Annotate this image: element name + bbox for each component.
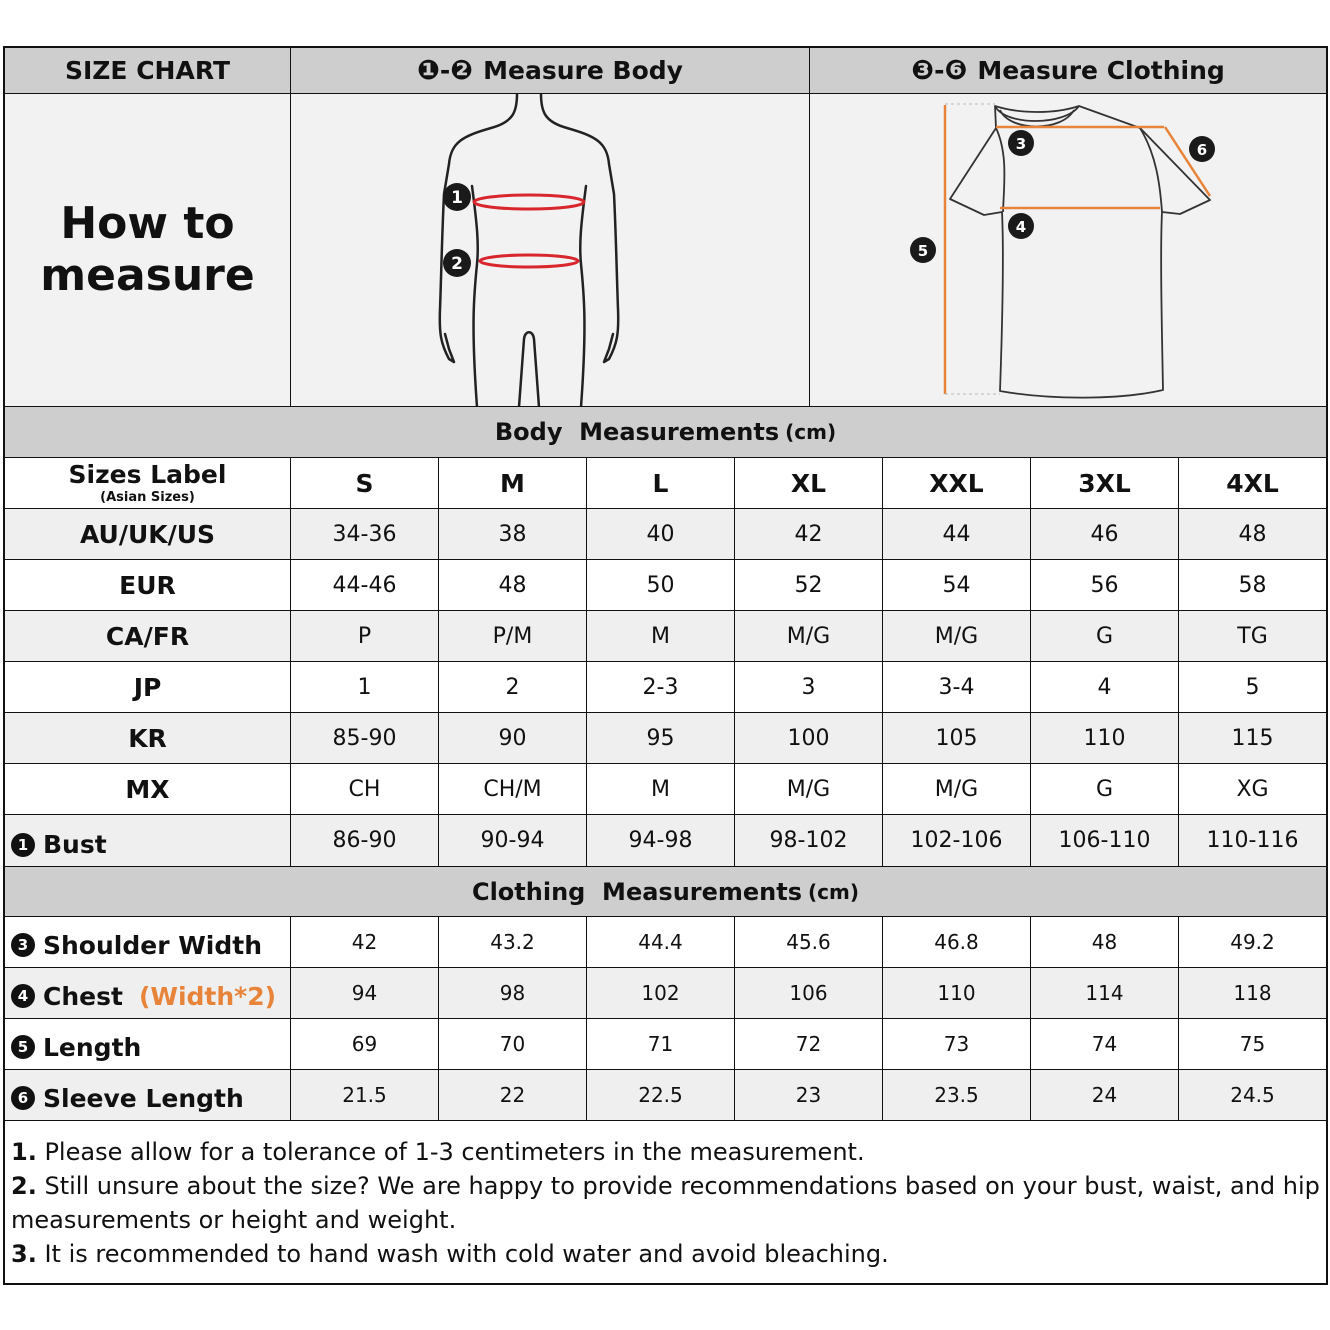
value: 94-98 bbox=[628, 828, 693, 853]
row-label: KR bbox=[128, 723, 167, 753]
body-value-cell bbox=[587, 611, 735, 662]
size-xl: XL bbox=[790, 468, 827, 498]
value: 106 bbox=[789, 981, 828, 1005]
clothing-value-cell bbox=[291, 917, 439, 968]
row-label: JP bbox=[133, 672, 162, 702]
size-m: M bbox=[500, 468, 525, 498]
clothing-value-cell bbox=[439, 1019, 587, 1070]
value: 46.8 bbox=[934, 930, 979, 954]
clothing-value-cell bbox=[439, 1070, 587, 1121]
body-value-cell bbox=[291, 713, 439, 764]
value: 73 bbox=[943, 1032, 970, 1056]
note-2: 2. Still unsure about the size? We are happy to provide recommendations based on your bust, waist, and hip measurements or height and weight. bbox=[11, 1172, 1320, 1234]
clothing-value-cell bbox=[883, 917, 1031, 968]
value: 3-4 bbox=[938, 674, 975, 700]
value: 102-106 bbox=[910, 828, 1003, 853]
notes bbox=[5, 1121, 1326, 1281]
chest-note: (Width*2) bbox=[138, 981, 277, 1011]
clothing-value-cell bbox=[735, 1070, 883, 1121]
body-value-cell bbox=[1031, 611, 1179, 662]
size-s: S bbox=[355, 468, 374, 498]
clothing-value-cell bbox=[735, 917, 883, 968]
clothing-value-cell bbox=[735, 1019, 883, 1070]
clothing-value-cell bbox=[1179, 1019, 1326, 1070]
body-value-cell bbox=[1179, 662, 1326, 713]
body-value-cell bbox=[291, 560, 439, 611]
size-column-header bbox=[1179, 458, 1326, 509]
value: 69 bbox=[351, 1032, 378, 1056]
body-value-cell bbox=[587, 764, 735, 815]
value: 72 bbox=[795, 1032, 822, 1056]
value: 1 bbox=[357, 674, 372, 700]
body-row-label bbox=[5, 815, 291, 866]
row-label: AU/UK/US bbox=[79, 519, 216, 549]
how-to-measure bbox=[5, 94, 291, 407]
clothing-value-cell bbox=[291, 1070, 439, 1121]
body-value-cell bbox=[1179, 713, 1326, 764]
row-label: Sleeve Length bbox=[43, 1083, 244, 1113]
row-label: EUR bbox=[119, 570, 176, 600]
body-value-cell bbox=[735, 815, 883, 866]
clothing-value-cell bbox=[1031, 1070, 1179, 1121]
value: 118 bbox=[1233, 981, 1272, 1005]
size-3xl: 3XL bbox=[1078, 468, 1131, 498]
marker-4-icon: 4 bbox=[11, 984, 35, 1008]
marker-5-icon: 5 bbox=[11, 1035, 35, 1059]
value: 70 bbox=[499, 1032, 526, 1056]
value: 2 bbox=[505, 674, 520, 700]
body-measurements-unit: (cm) bbox=[785, 420, 837, 444]
body-value-cell bbox=[291, 815, 439, 866]
clothing-value-cell bbox=[1179, 917, 1326, 968]
value: 71 bbox=[647, 1032, 674, 1056]
body-value-cell bbox=[1179, 611, 1326, 662]
clothing-value-cell bbox=[291, 1019, 439, 1070]
body-value-cell bbox=[439, 509, 587, 560]
body-marker-1 bbox=[443, 183, 471, 211]
body-measurements-header bbox=[5, 407, 1326, 458]
body-value-cell bbox=[587, 560, 735, 611]
value: 5 bbox=[1245, 674, 1260, 700]
how-to-line1: How to bbox=[60, 198, 235, 249]
size-column-header bbox=[587, 458, 735, 509]
value: 42 bbox=[351, 930, 378, 954]
value: 94 bbox=[351, 981, 378, 1005]
size-chart-title bbox=[5, 48, 291, 94]
clothing-row-label bbox=[5, 1019, 291, 1070]
value: CH bbox=[348, 776, 381, 802]
value: 23 bbox=[795, 1083, 822, 1107]
size-l: L bbox=[652, 468, 669, 498]
note-3: 3. It is recommended to hand wash with cold water and avoid bleaching. bbox=[11, 1240, 889, 1268]
measure-body-label: Measure Body bbox=[483, 56, 683, 85]
value: 58 bbox=[1238, 572, 1267, 598]
body-value-cell bbox=[735, 713, 883, 764]
body-value-cell bbox=[1031, 662, 1179, 713]
body-value-cell bbox=[587, 662, 735, 713]
body-value-cell bbox=[1031, 560, 1179, 611]
body-illustration bbox=[291, 94, 810, 407]
value: 43.2 bbox=[490, 930, 535, 954]
value: 115 bbox=[1231, 725, 1274, 751]
value: 98-102 bbox=[769, 828, 848, 853]
size-xxl: XXL bbox=[929, 468, 984, 498]
body-value-cell bbox=[1031, 764, 1179, 815]
measure-body-header bbox=[291, 48, 810, 94]
marker-6-icon: ❻ bbox=[944, 55, 968, 86]
value: M bbox=[651, 623, 670, 649]
row-label: CA/FR bbox=[105, 621, 190, 651]
body-value-cell bbox=[1179, 815, 1326, 866]
body-value-cell bbox=[1031, 815, 1179, 866]
clothing-illustration bbox=[810, 94, 1326, 407]
body-value-cell bbox=[291, 662, 439, 713]
clothing-value-cell bbox=[587, 968, 735, 1019]
body-marker-2 bbox=[443, 249, 471, 277]
clothing-value-cell bbox=[1179, 1070, 1326, 1121]
body-value-cell bbox=[735, 662, 883, 713]
row-label: Length bbox=[43, 1032, 142, 1062]
body-value-cell bbox=[291, 509, 439, 560]
value: 95 bbox=[646, 725, 675, 751]
marker-1-icon: 1 bbox=[11, 833, 35, 857]
svg-text:3: 3 bbox=[1015, 135, 1027, 153]
clothing-value-cell bbox=[1031, 917, 1179, 968]
how-to-line2: measure bbox=[40, 250, 255, 301]
clothing-value-cell bbox=[1179, 968, 1326, 1019]
value: M/G bbox=[934, 776, 979, 802]
clothing-value-cell bbox=[587, 1070, 735, 1121]
value: 110 bbox=[937, 981, 976, 1005]
value: 90-94 bbox=[480, 828, 545, 853]
value: 85-90 bbox=[332, 725, 397, 751]
clothing-marker-6 bbox=[1189, 136, 1215, 162]
body-value-cell bbox=[735, 560, 883, 611]
value: 24 bbox=[1091, 1083, 1118, 1107]
body-value-cell bbox=[1179, 560, 1326, 611]
value: 42 bbox=[794, 521, 823, 547]
value: 44.4 bbox=[638, 930, 683, 954]
value: P/M bbox=[492, 623, 533, 649]
value: M/G bbox=[786, 623, 831, 649]
value: 100 bbox=[787, 725, 830, 751]
value: CH/M bbox=[483, 776, 542, 802]
measure-clothing-label: Measure Clothing bbox=[977, 56, 1225, 85]
clothing-measurements-header bbox=[5, 866, 1326, 917]
size-column-header bbox=[439, 458, 587, 509]
size-column-header bbox=[883, 458, 1031, 509]
body-value-cell bbox=[1179, 509, 1326, 560]
value: G bbox=[1095, 776, 1114, 802]
value: 110 bbox=[1083, 725, 1126, 751]
clothing-row-label bbox=[5, 968, 291, 1019]
value: 114 bbox=[1085, 981, 1124, 1005]
value: 90 bbox=[498, 725, 527, 751]
tshirt-figure-icon bbox=[810, 94, 1326, 407]
value: 24.5 bbox=[1230, 1083, 1275, 1107]
value: 54 bbox=[942, 572, 971, 598]
body-value-cell bbox=[439, 815, 587, 866]
value: 86-90 bbox=[332, 828, 397, 853]
size-4xl: 4XL bbox=[1226, 468, 1279, 498]
size-column-header bbox=[1031, 458, 1179, 509]
svg-text:6: 6 bbox=[1196, 141, 1208, 159]
value: P bbox=[357, 623, 372, 649]
body-value-cell bbox=[883, 713, 1031, 764]
clothing-value-cell bbox=[883, 968, 1031, 1019]
value: 21.5 bbox=[342, 1083, 387, 1107]
value: 2-3 bbox=[642, 674, 679, 700]
sizes-label-cell bbox=[5, 458, 291, 509]
value: 102 bbox=[641, 981, 680, 1005]
clothing-marker-5 bbox=[910, 237, 936, 263]
size-chart-label: SIZE CHART bbox=[64, 56, 230, 85]
body-value-cell bbox=[439, 662, 587, 713]
value: 48 bbox=[498, 572, 527, 598]
value: 38 bbox=[498, 521, 527, 547]
body-row-label bbox=[5, 611, 291, 662]
body-value-cell bbox=[291, 611, 439, 662]
dash: - bbox=[439, 56, 451, 85]
note-1: 1. Please allow for a tolerance of 1-3 centimeters in the measurement. bbox=[11, 1138, 865, 1166]
row-label: Chest bbox=[43, 981, 123, 1011]
row-label: Bust bbox=[43, 830, 107, 859]
clothing-value-cell bbox=[439, 917, 587, 968]
body-value-cell bbox=[439, 764, 587, 815]
body-value-cell bbox=[439, 560, 587, 611]
body-value-cell bbox=[883, 560, 1031, 611]
body-value-cell bbox=[883, 764, 1031, 815]
value: 46 bbox=[1090, 521, 1119, 547]
body-row-label bbox=[5, 560, 291, 611]
clothing-value-cell bbox=[291, 968, 439, 1019]
body-value-cell bbox=[1031, 713, 1179, 764]
value: 48 bbox=[1091, 930, 1118, 954]
clothing-measurements-title: Clothing Measurements bbox=[471, 877, 803, 906]
value: 45.6 bbox=[786, 930, 831, 954]
body-value-cell bbox=[1179, 764, 1326, 815]
marker-6-icon: 6 bbox=[11, 1086, 35, 1110]
value: 4 bbox=[1097, 674, 1112, 700]
value: 75 bbox=[1239, 1032, 1266, 1056]
clothing-row-label bbox=[5, 917, 291, 968]
body-value-cell bbox=[883, 662, 1031, 713]
body-value-cell bbox=[439, 713, 587, 764]
sizes-label: Sizes Label bbox=[68, 460, 227, 489]
clothing-value-cell bbox=[883, 1070, 1031, 1121]
body-value-cell bbox=[735, 764, 883, 815]
body-row-label bbox=[5, 509, 291, 560]
value: 3 bbox=[801, 674, 816, 700]
value: 22 bbox=[499, 1083, 526, 1107]
value: 22.5 bbox=[638, 1083, 683, 1107]
clothing-value-cell bbox=[587, 917, 735, 968]
body-value-cell bbox=[883, 509, 1031, 560]
body-row-label bbox=[5, 713, 291, 764]
value: 34-36 bbox=[332, 521, 397, 547]
body-row-label bbox=[5, 764, 291, 815]
value: 105 bbox=[935, 725, 978, 751]
value: 110-116 bbox=[1206, 828, 1299, 853]
value: 44 bbox=[942, 521, 971, 547]
body-value-cell bbox=[439, 611, 587, 662]
sizes-sublabel: (Asian Sizes) bbox=[100, 490, 195, 505]
value: TG bbox=[1237, 623, 1268, 649]
body-value-cell bbox=[735, 611, 883, 662]
svg-text:1: 1 bbox=[451, 188, 463, 208]
dash: - bbox=[934, 56, 945, 85]
body-measurements-title: Body Measurements bbox=[494, 418, 780, 446]
value: 98 bbox=[499, 981, 526, 1005]
value: 56 bbox=[1090, 572, 1119, 598]
value: 49.2 bbox=[1230, 930, 1275, 954]
body-row-label bbox=[5, 662, 291, 713]
value: 44-46 bbox=[332, 572, 397, 598]
body-figure-icon bbox=[291, 94, 810, 407]
value: M/G bbox=[934, 623, 979, 649]
marker-3-icon: ❸ bbox=[911, 55, 935, 86]
clothing-row-label bbox=[5, 1070, 291, 1121]
size-column-header bbox=[291, 458, 439, 509]
value: 40 bbox=[646, 521, 675, 547]
clothing-value-cell bbox=[587, 1019, 735, 1070]
body-value-cell bbox=[587, 713, 735, 764]
body-value-cell bbox=[291, 764, 439, 815]
svg-text:5: 5 bbox=[917, 242, 929, 260]
clothing-value-cell bbox=[439, 968, 587, 1019]
value: G bbox=[1095, 623, 1114, 649]
body-value-cell bbox=[735, 509, 883, 560]
body-value-cell bbox=[587, 815, 735, 866]
body-value-cell bbox=[587, 509, 735, 560]
row-label: MX bbox=[125, 774, 170, 804]
clothing-marker-4 bbox=[1008, 213, 1034, 239]
body-value-cell bbox=[883, 611, 1031, 662]
clothing-measurements-unit: (cm) bbox=[808, 879, 860, 904]
value: 106-110 bbox=[1058, 828, 1151, 853]
marker-1-icon: ❶ bbox=[417, 55, 440, 86]
value: 50 bbox=[646, 572, 675, 598]
value: 48 bbox=[1238, 521, 1267, 547]
clothing-value-cell bbox=[735, 968, 883, 1019]
measure-clothing-header bbox=[810, 48, 1326, 94]
clothing-value-cell bbox=[1031, 968, 1179, 1019]
body-value-cell bbox=[1031, 509, 1179, 560]
value: 23.5 bbox=[934, 1083, 979, 1107]
svg-text:2: 2 bbox=[451, 254, 463, 274]
clothing-marker-3 bbox=[1008, 130, 1034, 156]
svg-text:4: 4 bbox=[1015, 218, 1027, 236]
size-column-header bbox=[735, 458, 883, 509]
value: 52 bbox=[794, 572, 823, 598]
clothing-value-cell bbox=[883, 1019, 1031, 1070]
value: M bbox=[651, 776, 670, 802]
row-label: Shoulder Width bbox=[43, 930, 263, 960]
marker-2-icon: ❷ bbox=[450, 55, 474, 86]
clothing-value-cell bbox=[1031, 1019, 1179, 1070]
value: XG bbox=[1236, 776, 1269, 802]
marker-3-icon: 3 bbox=[11, 933, 35, 957]
value: M/G bbox=[786, 776, 831, 802]
value: 74 bbox=[1091, 1032, 1118, 1056]
body-value-cell bbox=[883, 815, 1031, 866]
